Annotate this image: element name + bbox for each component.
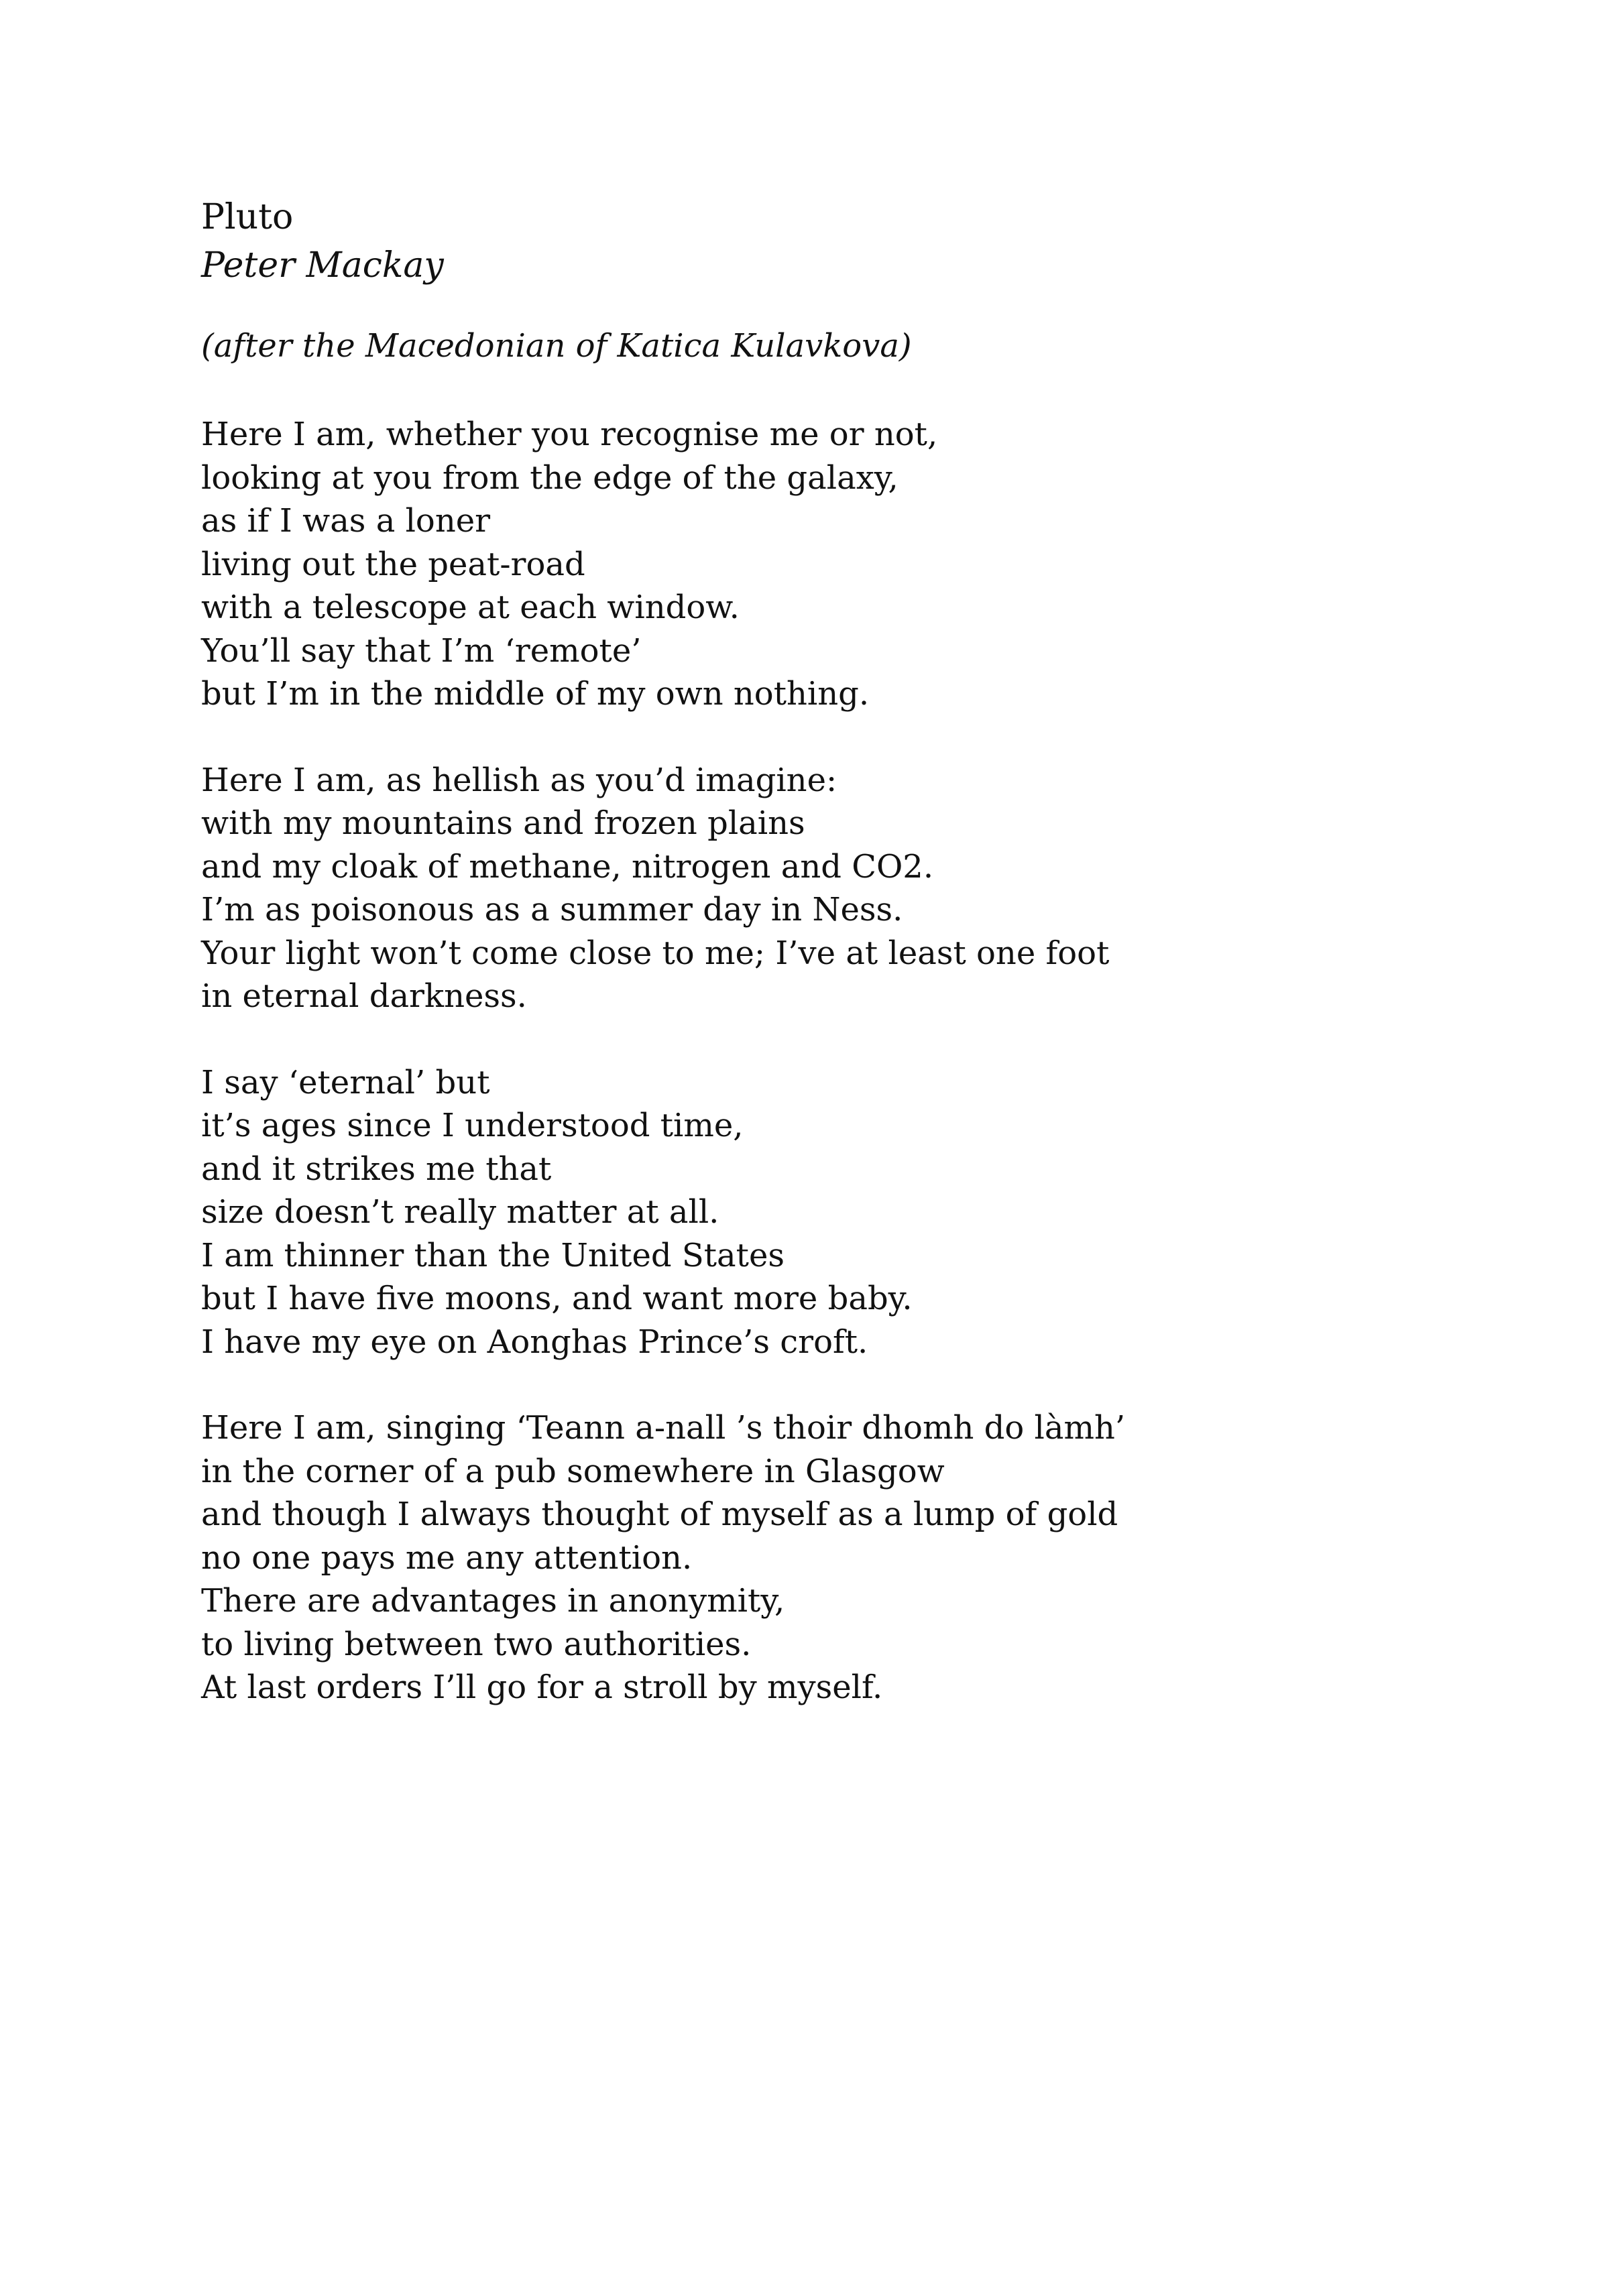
poem-line: to living between two authorities. xyxy=(201,1625,752,1663)
poem-line: living out the peat-road xyxy=(201,545,585,583)
poem-line: You’ll say that I’m ‘remote’ xyxy=(201,631,642,670)
poem-line: Here I am, singing ‘Teann a-nall ’s thoir dhomh do làmh’ xyxy=(201,1409,1126,1447)
poem-line: no one pays me any attention. xyxy=(201,1538,693,1577)
poem-line: but I have five moons, and want more baby. xyxy=(201,1280,913,1317)
poem-line: I have my eye on Aonghas Prince’s croft. xyxy=(201,1323,868,1361)
poem-line: and it strikes me that xyxy=(201,1150,552,1188)
poem-line: I’m as poisonous as a summer day in Ness. xyxy=(201,891,903,928)
poem-body xyxy=(201,193,1475,1709)
poem-line: it’s ages since I understood time, xyxy=(201,1107,744,1144)
poem-line: with my mountains and frozen plains xyxy=(201,804,805,842)
stanza-4 xyxy=(201,1406,1475,1709)
poem-line: At last orders I’ll go for a stroll by myself. xyxy=(201,1669,883,1706)
poem-line: There are advantages in anonymity, xyxy=(201,1582,785,1620)
poem-dedication: (after the Macedonian of Katica Kulavkova) xyxy=(201,327,912,365)
poem-line: and though I always thought of myself as a lump of gold xyxy=(201,1496,1118,1533)
stanza-2 xyxy=(201,759,1475,1018)
poem-line: Here I am, whether you recognise me or not, xyxy=(201,416,938,453)
poem-line: Here I am, as hellish as you’d imagine: xyxy=(201,761,837,799)
poem-line: I say ‘eternal’ but xyxy=(201,1063,490,1101)
poem-line: as if I was a loner xyxy=(201,502,491,540)
poem-line: and my cloak of methane, nitrogen and CO2. xyxy=(201,847,934,886)
poem-line: but I’m in the middle of my own nothing. xyxy=(201,675,870,713)
poem-line: in the corner of a pub somewhere in Glasgow xyxy=(201,1452,945,1490)
stanza-3 xyxy=(201,1061,1475,1364)
poem-line: I am thinner than the United States xyxy=(201,1236,785,1274)
poem-line: size doesn’t really matter at all. xyxy=(201,1193,719,1231)
poem-author: Peter Mackay xyxy=(201,245,444,286)
poem-line: Your light won’t come close to me; I’ve at least one foot xyxy=(201,934,1110,972)
stanza-1 xyxy=(201,413,1475,716)
poem-line: in eternal darkness. xyxy=(201,977,527,1015)
poem-line: looking at you from the edge of the galaxy, xyxy=(201,459,898,497)
poem-title: Pluto xyxy=(201,197,294,237)
poem-line: with a telescope at each window. xyxy=(201,589,740,626)
